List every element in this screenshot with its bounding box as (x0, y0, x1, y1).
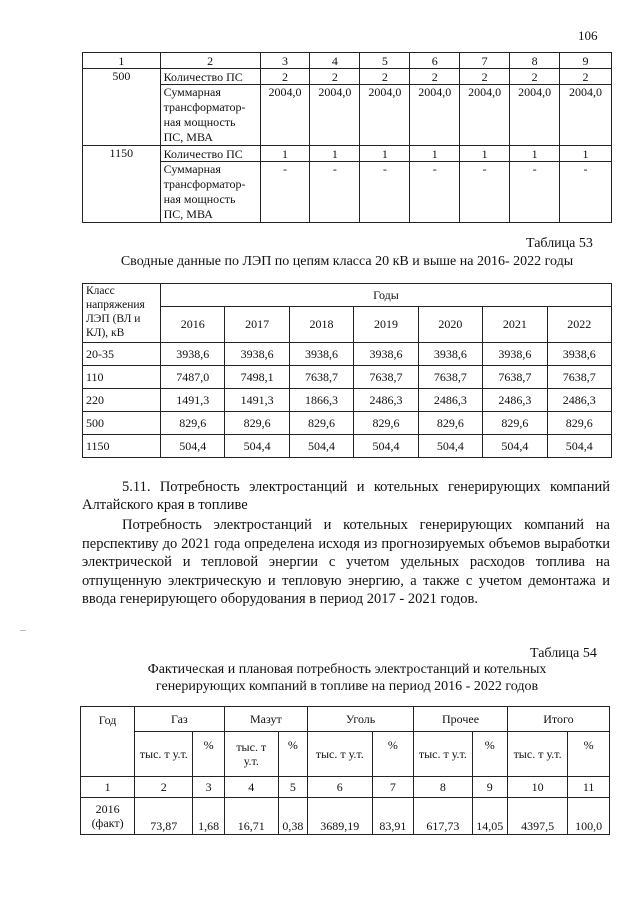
value-cell: 829,6 (483, 412, 547, 435)
value-cell: 2486,3 (547, 389, 611, 412)
value-cell: - (410, 162, 460, 223)
header-cell: Класс напряжения ЛЭП (ВЛ и КЛ), кВ (83, 284, 161, 343)
table-header-row (83, 53, 612, 69)
value-cell: 2004,0 (260, 85, 310, 146)
header-cell: 4 (310, 53, 360, 69)
table-row (81, 798, 610, 835)
value-cell: 2004,0 (460, 85, 510, 146)
value-cell: 504,4 (483, 435, 547, 458)
section-heading: 5.11. Потребность электростанций и котельных генерирующих компаний Алтайского края в топливе (82, 479, 610, 513)
voltage-cell: 1150 (83, 146, 161, 223)
table-row (83, 412, 612, 435)
value-cell: 2004,0 (410, 85, 460, 146)
value-cell: 2 (410, 69, 460, 85)
year-cell: 2019 (354, 307, 418, 343)
value-cell: 1491,3 (161, 389, 225, 412)
value-cell: 829,6 (354, 412, 418, 435)
value-cell: 3689,19 (307, 798, 372, 835)
value-cell: 7487,0 (161, 366, 225, 389)
value-cell: 1 (360, 146, 410, 162)
value-cell: 829,6 (289, 412, 353, 435)
power-lines-table (82, 283, 612, 458)
value-cell: 7638,7 (354, 366, 418, 389)
value-cell: 1 (310, 146, 360, 162)
section-paragraph: Потребность электростанций и котельных генерирующих компаний на перспективу до 2021 года определена исходя из прогнозируемых объемов выработки электрической и тепловой энергии с учетом удельных расходов топлива на отпущенную электрическую и тепловую энергию, а также с учетом демонтажа и ввода генерирующего оборудования в период 2017 - 2021 годов. (82, 517, 610, 607)
value-cell: 829,6 (161, 412, 225, 435)
value-cell: 2486,3 (354, 389, 418, 412)
row-label: Суммарная трансформатор-ная мощность ПС, МВА (160, 85, 260, 146)
year-cell: 2022 (547, 307, 611, 343)
table-row (83, 435, 612, 458)
value-cell: - (560, 162, 612, 223)
class-cell: 20-35 (83, 343, 161, 366)
value-cell: 1 (460, 146, 510, 162)
col-number: 3 (193, 777, 224, 798)
value-cell: - (260, 162, 310, 223)
table-header-row (83, 284, 612, 307)
value-cell: 2 (360, 69, 410, 85)
table-header-row (81, 732, 610, 777)
value-cell: 83,91 (372, 798, 414, 835)
year-cell: 2018 (289, 307, 353, 343)
value-cell: - (460, 162, 510, 223)
row-label: Количество ПС (160, 146, 260, 162)
table-row (83, 85, 612, 146)
value-cell: 100,0 (568, 798, 610, 835)
table-number-row (81, 777, 610, 798)
col-number: 2 (135, 777, 193, 798)
value-cell: 3938,6 (483, 343, 547, 366)
header-cell: 8 (510, 53, 560, 69)
value-cell: 1491,3 (225, 389, 289, 412)
class-cell: 1150 (83, 435, 161, 458)
table-title-line: генерирующих компаний в топливе на период 2016 - 2022 годов (155, 679, 539, 694)
value-cell: - (510, 162, 560, 223)
table-number: Таблица 53 (526, 236, 593, 251)
row-label: Суммарная трансформатор-ная мощность ПС, МВА (160, 162, 260, 223)
unit-cell: тыс. т у.т. (414, 732, 472, 777)
unit-cell: тыс. т у.т. (135, 732, 193, 777)
col-number: 11 (568, 777, 610, 798)
year-cell: 2017 (225, 307, 289, 343)
value-cell: 3938,6 (418, 343, 482, 366)
col-number: 1 (81, 777, 135, 798)
value-cell: 829,6 (225, 412, 289, 435)
header-cell: 1 (83, 53, 161, 69)
table-title: Сводные данные по ЛЭП по цепям класса 20 кВ и выше на 2016- 2022 годы (120, 254, 574, 269)
value-cell: 617,73 (414, 798, 472, 835)
header-cell: 2 (160, 53, 260, 69)
value-cell: 2 (310, 69, 360, 85)
year-cell: 2021 (483, 307, 547, 343)
table-row (83, 389, 612, 412)
value-cell: 3938,6 (161, 343, 225, 366)
class-cell: 220 (83, 389, 161, 412)
col-number: 4 (224, 777, 278, 798)
table-row (83, 69, 612, 85)
table-header-row (81, 707, 610, 732)
margin-mark (20, 630, 26, 631)
class-cell: 110 (83, 366, 161, 389)
value-cell: 7638,7 (418, 366, 482, 389)
value-cell: 829,6 (418, 412, 482, 435)
fuel-header: Итого (507, 707, 609, 732)
page-number: 106 (578, 28, 598, 43)
value-cell: 16,71 (224, 798, 278, 835)
unit-cell: тыс. т у.т. (507, 732, 567, 777)
fuel-demand-table (80, 706, 610, 835)
header-cell: Годы (161, 284, 612, 307)
fuel-header: Газ (135, 707, 225, 732)
value-cell: 2 (260, 69, 310, 85)
table-row (83, 343, 612, 366)
value-cell: 504,4 (225, 435, 289, 458)
value-cell: 7498,1 (225, 366, 289, 389)
value-cell: 3938,6 (547, 343, 611, 366)
year-cell: 2016 (факт) (81, 798, 135, 835)
value-cell: 0,38 (278, 798, 307, 835)
value-cell: 14,05 (472, 798, 507, 835)
value-cell: 1 (510, 146, 560, 162)
value-cell: 3938,6 (354, 343, 418, 366)
value-cell: 2 (460, 69, 510, 85)
value-cell: 3938,6 (289, 343, 353, 366)
table-row (83, 162, 612, 223)
header-cell: Год (81, 707, 135, 777)
value-cell: 1 (560, 146, 612, 162)
unit-cell: тыс. т у.т. (307, 732, 372, 777)
value-cell: 2004,0 (360, 85, 410, 146)
fuel-header: Мазут (224, 707, 307, 732)
header-cell: 9 (560, 53, 612, 69)
col-number: 7 (372, 777, 414, 798)
col-number: 6 (307, 777, 372, 798)
value-cell: 504,4 (289, 435, 353, 458)
value-cell: 504,4 (547, 435, 611, 458)
value-cell: 1 (410, 146, 460, 162)
value-cell: 3938,6 (225, 343, 289, 366)
value-cell: 2486,3 (418, 389, 482, 412)
col-number: 9 (472, 777, 507, 798)
value-cell: 829,6 (547, 412, 611, 435)
col-number: 5 (278, 777, 307, 798)
unit-cell: % (193, 732, 224, 777)
header-cell: 3 (260, 53, 310, 69)
table-title-line: Фактическая и плановая потребность электростанций и котельных (147, 662, 547, 677)
table-number: Таблица 54 (530, 646, 597, 661)
table-header-row (83, 307, 612, 343)
col-number: 10 (507, 777, 567, 798)
value-cell: 504,4 (161, 435, 225, 458)
substations-table (82, 52, 612, 223)
col-number: 8 (414, 777, 472, 798)
unit-cell: % (372, 732, 414, 777)
fuel-header: Прочее (414, 707, 508, 732)
table-row (83, 366, 612, 389)
value-cell: 2 (560, 69, 612, 85)
value-cell: - (310, 162, 360, 223)
class-cell: 500 (83, 412, 161, 435)
header-cell: 5 (360, 53, 410, 69)
value-cell: 73,87 (135, 798, 193, 835)
value-cell: 2004,0 (310, 85, 360, 146)
value-cell: 4397,5 (507, 798, 567, 835)
value-cell: 2004,0 (510, 85, 560, 146)
value-cell: - (360, 162, 410, 223)
row-label: Количество ПС (160, 69, 260, 85)
unit-cell: тыс. т у.т. (224, 732, 278, 777)
year-cell: 2020 (418, 307, 482, 343)
unit-cell: % (472, 732, 507, 777)
value-cell: 1866,3 (289, 389, 353, 412)
value-cell: 1 (260, 146, 310, 162)
value-cell: 504,4 (354, 435, 418, 458)
value-cell: 2004,0 (560, 85, 612, 146)
value-cell: 2486,3 (483, 389, 547, 412)
year-cell: 2016 (161, 307, 225, 343)
unit-cell: % (278, 732, 307, 777)
value-cell: 7638,7 (483, 366, 547, 389)
table-row (83, 146, 612, 162)
value-cell: 2 (510, 69, 560, 85)
header-cell: 6 (410, 53, 460, 69)
unit-cell: % (568, 732, 610, 777)
header-cell: 7 (460, 53, 510, 69)
value-cell: 504,4 (418, 435, 482, 458)
value-cell: 7638,7 (547, 366, 611, 389)
value-cell: 7638,7 (289, 366, 353, 389)
voltage-cell: 500 (83, 69, 161, 146)
value-cell: 1,68 (193, 798, 224, 835)
fuel-header: Уголь (307, 707, 413, 732)
